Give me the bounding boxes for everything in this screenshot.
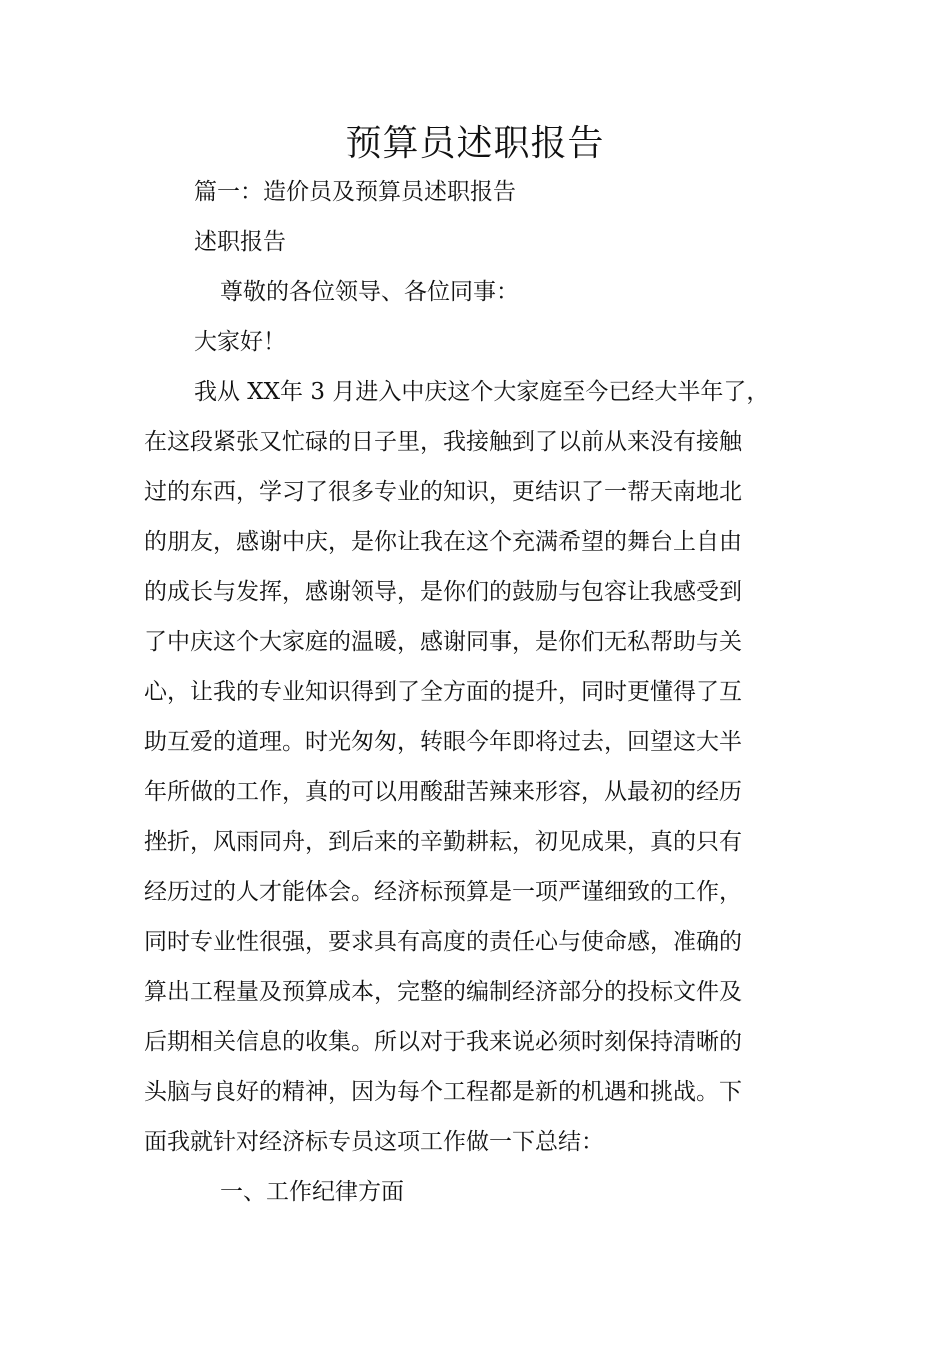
section-heading: 一、工作纪律方面 [220,1179,404,1205]
document-subtitle: 篇一：造价员及预算员述职报告 [194,179,516,205]
body-line: 助互爱的道理。时光匆匆，转眼今年即将过去，回望这大半 [144,729,742,755]
body-line: 我从 XX年 3 月进入中庆这个大家庭至今已经大半年了， [194,379,770,405]
body-line: 在这段紧张又忙碌的日子里，我接触到了以前从来没有接触 [144,429,742,455]
body-line: 的成长与发挥，感谢领导，是你们的鼓励与包容让我感受到 [144,579,742,605]
salutation: 尊敬的各位领导、各位同事： [220,279,519,305]
body-line: 后期相关信息的收集。所以对于我来说必须时刻保持清晰的 [144,1029,742,1055]
greeting: 大家好！ [194,329,286,355]
body-line: 过的东西，学习了很多专业的知识，更结识了一帮天南地北 [144,479,742,505]
body-line: 挫折，风雨同舟，到后来的辛勤耕耘，初见成果，真的只有 [144,829,742,855]
body-line: 算出工程量及预算成本，完整的编制经济部分的投标文件及 [144,979,742,1005]
body-line: 经历过的人才能体会。经济标预算是一项严谨细致的工作， [144,879,742,905]
body-line: 心，让我的专业知识得到了全方面的提升，同时更懂得了互 [144,679,742,705]
report-heading: 述职报告 [194,229,286,255]
body-line: 年所做的工作，真的可以用酸甜苦辣来形容，从最初的经历 [144,779,742,805]
body-paragraph [144,376,770,1176]
body-line: 的朋友，感谢中庆，是你让我在这个充满希望的舞台上自由 [144,529,742,555]
body-line: 了中庆这个大家庭的温暖，感谢同事，是你们无私帮助与关 [144,629,742,655]
body-line: 面我就针对经济标专员这项工作做一下总结： [144,1129,604,1155]
body-line: 同时专业性很强，要求具有高度的责任心与使命感，准确的 [144,929,742,955]
body-line: 头脑与良好的精神，因为每个工程都是新的机遇和挑战。下 [144,1079,742,1105]
document-title: 预算员述职报告 [345,123,605,164]
